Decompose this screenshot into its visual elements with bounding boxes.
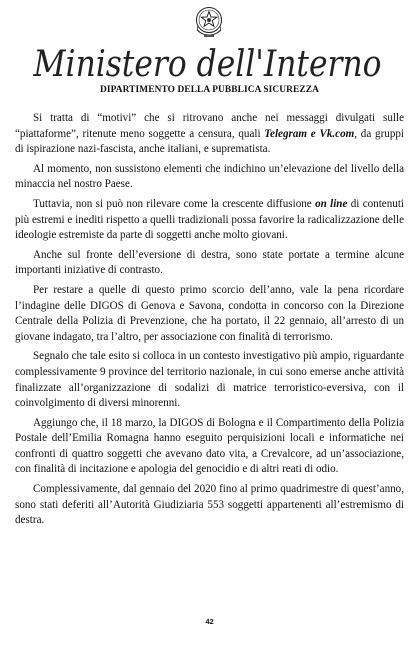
page-number: 42 [205,617,214,626]
paragraph-text: Si tratta di “motivi” che si ritrovano anche nei messaggi divulgati sulle “piattaforme”, ritenute meno soggette a censura, quali [15,112,404,140]
body-paragraph [15,283,404,345]
paragraph-text: di contenuti più estremi e inediti rispetto a quelli tradizionali possa favorire la radicalizzazione delle ideologie estremiste da parte di soggetti anche molto giovani. [15,197,404,242]
paragraph-text: Aggiungo che, il 18 marzo, la DIGOS di Bologna e il Compartimento della Polizia Postale dell’Emilia Romagna hanno eseguito perquisizioni locali e informatiche nei confronti di quattro soggetti che avevano dato vita, a Crevalcore, ad un’associazione, con finalità di incitazione e apologia del genocidio e di altri reati di odio. [15,416,404,476]
paragraph-text: Segnalo che tale esito si colloca in un contesto investigativo più ampio, riguardante complessivamente 9 province del territorio nazionale, in cui sono emerse anche attività finalizzate all’organizzazione di sodalizi di matrice terroristico-eversiva, con il coinvolgimento di diversi minorenni. [15,350,404,410]
paragraph-text: Complessivamente, dal gennaio del 2020 fino al primo quadrimestre di quest’anno, sono stati deferiti all’Autorità Giudiziaria 553 soggetti appartenenti all’estremismo di destra. [15,483,404,527]
body-paragraph [15,111,404,158]
body-paragraph [15,349,404,411]
body-paragraph [15,248,404,279]
emphasized-text: Telegram e Vk.com [264,127,355,140]
emphasized-text: on line [315,197,348,210]
paragraph-text: Anche sul fronte dell’eversione di destra, sono state portate a termine alcune importanti iniziative di contrasto. [15,248,404,277]
document-body [15,111,404,533]
body-paragraph [15,416,404,478]
italian-republic-emblem-icon [193,4,225,38]
paragraph-text: Per restare a quelle di questo primo scorcio dell’anno, vale la pena ricordare l’indagine delle DIGOS di Genova e Savona, condotta in concorso con la Direzione Centrale della Polizia di Prevenzione, che ha portato, il 22 gennaio, all’arresto di un giovane indagato, tra l’altro, per associazione con finalità di terrorismo. [15,283,404,343]
paragraph-text: Al momento, non sussistono elementi che indichino un’elevazione del livello della minaccia nel nostro Paese. [15,162,404,191]
body-paragraph [15,162,404,193]
paragraph-text: , da gruppi di ispirazione nazi-fascista, anche italiani, e suprematista. [15,127,404,156]
department-title: DIPARTIMENTO DELLA PUBBLICA SICUREZZA [100,85,319,95]
ministry-logo [30,38,385,90]
body-paragraph [15,482,404,529]
paragraph-text: Tuttavia, non si può non rilevare come la crescente diffusione [33,197,316,210]
body-paragraph [15,197,404,244]
svg-text:Ministero dell'Interno: Ministero dell'Interno [32,44,382,85]
